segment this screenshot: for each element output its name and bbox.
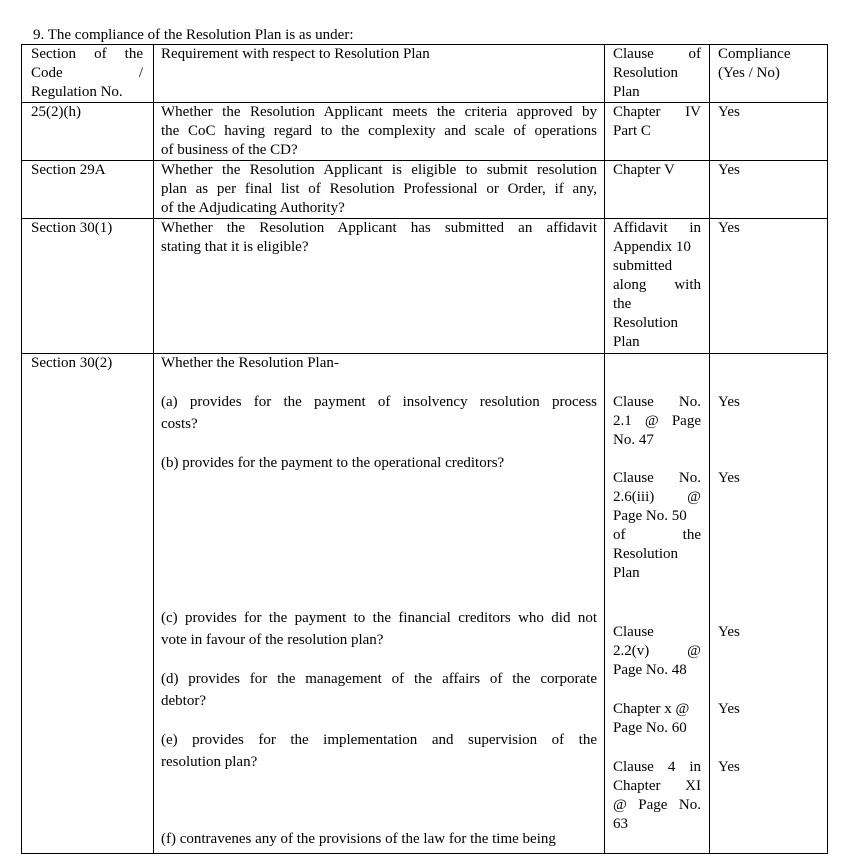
header-compliance: Compliance (Yes / No) — [718, 46, 791, 81]
table-border-left — [21, 44, 22, 854]
compliance-item-b: Yes — [718, 470, 740, 486]
column-divider — [709, 44, 710, 854]
table-border-bottom — [21, 853, 828, 854]
row-3-requirement: Whether the Resolution Applicant has submitted an affidavit stating that it is eligible? — [161, 220, 597, 255]
row-2-requirement: Whether the Resolution Applicant is eligible to submit resolution plan as per final list of Resolution Professional or Order, if any, of the Adjudicating Authority? — [161, 162, 597, 216]
requirement-item-e: (e) provides for the implementation and supervision of the resolution plan? — [161, 732, 597, 770]
requirement-item-b: (b) provides for the payment to the operational creditors? — [161, 455, 505, 471]
clause-item-d: Chapter x @ Page No. 60 — [613, 701, 690, 736]
row-4-section: Section 30(2) — [31, 355, 113, 371]
row-2-compliance: Yes — [718, 162, 740, 178]
compliance-item-a: Yes — [718, 394, 740, 410]
requirement-item-a: (a) provides for the payment of insolvency resolution process costs? — [161, 394, 597, 432]
row-3-clause: Affidavit in Appendix 10 submitted along with the Resolution Plan — [613, 220, 701, 350]
header-requirement: Requirement with respect to Resolution Plan — [161, 46, 430, 62]
clause-item-b: Clause No. 2.6(iii) @ Page No. 50 of the Resolution Plan — [613, 470, 701, 581]
row-1-section: 25(2)(h) — [31, 104, 81, 120]
clause-item-c: Clause 2.2(v) @ Page No. 48 — [613, 624, 701, 678]
requirement-item-d: (d) provides for the management of the affairs of the corporate debtor? — [161, 671, 597, 709]
requirement-item-f: (f) contravenes any of the provisions of the law for the time being — [161, 831, 556, 847]
requirement-item-c: (c) provides for the payment to the financial creditors who did not vote in favour of the resolution plan? — [161, 610, 597, 648]
row-4-intro: Whether the Resolution Plan- — [161, 355, 339, 371]
column-divider — [153, 44, 154, 854]
section-heading: 9. The compliance of the Resolution Plan is as under: — [33, 27, 354, 43]
row-3-section: Section 30(1) — [31, 220, 113, 236]
compliance-item-c: Yes — [718, 624, 740, 640]
row-3-compliance: Yes — [718, 220, 740, 236]
compliance-table — [21, 44, 828, 854]
table-border-right — [827, 44, 828, 854]
row-2-section: Section 29A — [31, 162, 106, 178]
clause-item-e: Clause 4 in Chapter XI @ Page No. 63 — [613, 759, 701, 832]
clause-item-a: Clause No. 2.1 @ Page No. 47 — [613, 394, 701, 448]
header-clause: Clause of Resolution Plan — [613, 46, 701, 100]
row-1-compliance: Yes — [718, 104, 740, 120]
column-divider — [604, 44, 605, 854]
compliance-item-e: Yes — [718, 759, 740, 775]
compliance-item-d: Yes — [718, 701, 740, 717]
row-1-clause: Chapter IV Part C — [613, 104, 701, 139]
row-1-requirement: Whether the Resolution Applicant meets the criteria approved by the CoC having regard to the complexity and scale of operations of business of the CD? — [161, 104, 597, 158]
row-2-clause: Chapter V — [613, 162, 675, 178]
header-section: Section of the Code / Regulation No. — [31, 46, 143, 100]
